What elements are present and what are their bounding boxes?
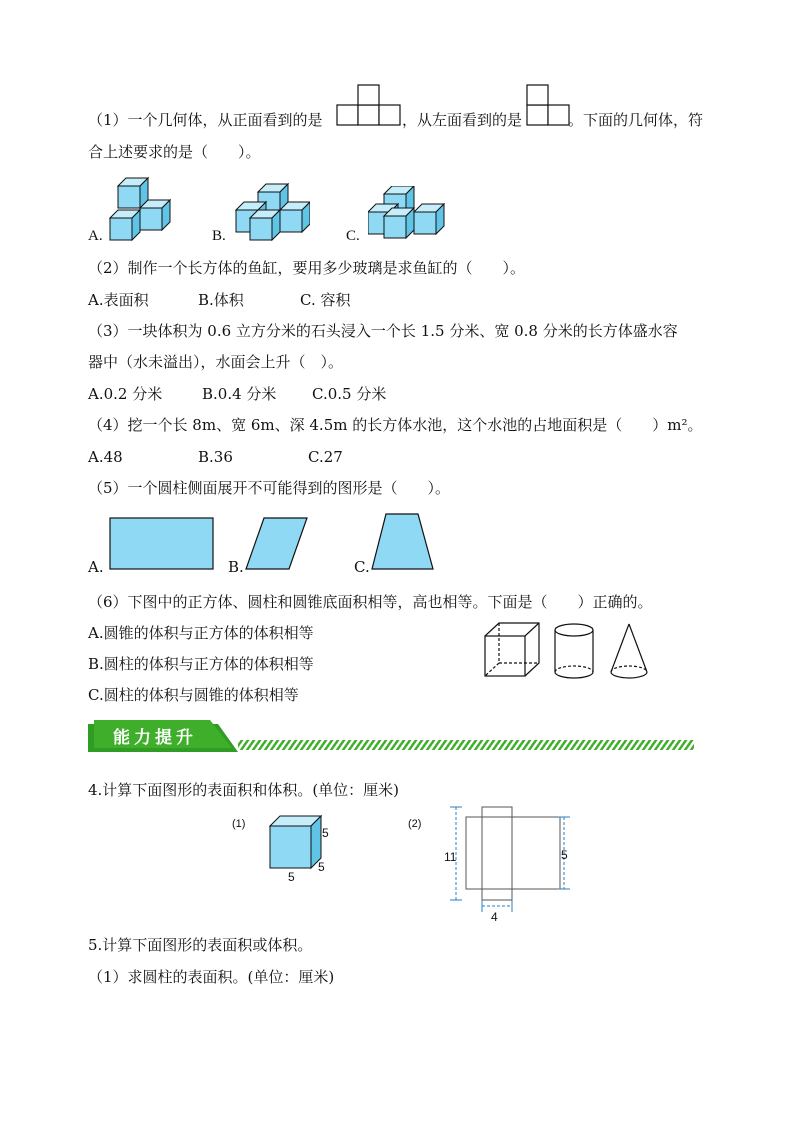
cube-figure	[266, 814, 326, 872]
cube-dim-height: 5	[322, 826, 329, 840]
problem4-stem: 4.计算下面图形的表面积和体积。(单位：厘米)	[88, 781, 400, 799]
section-title: 能力提升	[113, 728, 197, 748]
q1-stem-line2: 合上述要求的是（ ）。	[88, 143, 261, 161]
q1-stem-part-b: ，从左面看到的是	[402, 111, 523, 129]
cube-dim-depth: 5	[318, 860, 325, 874]
q2-option-c: C. 容积	[300, 291, 351, 309]
q2-option-b: B.体积	[198, 291, 244, 309]
cone-wireframe	[611, 624, 647, 678]
cube-dim-width: 5	[288, 870, 295, 884]
left-view-figure	[526, 84, 572, 126]
q6-option-a: A.圆锥的体积与正方体的体积相等	[88, 624, 314, 642]
q5-option-a: A.	[88, 558, 104, 576]
problem4-fig1-label: (1)	[232, 818, 246, 830]
q5-option-b: B.	[228, 558, 244, 576]
q3-stem: （3）一块体积为 0.6 立方分米的石头浸入一个长 1.5 分米、宽 0.8 分米的长方体盛水容	[88, 322, 678, 340]
cube-cylinder-cone-figure	[482, 620, 662, 682]
box-net-figure	[448, 804, 576, 914]
q1-stem-part-a: （1）一个几何体，从正面看到的是	[88, 111, 323, 129]
cube-wireframe	[485, 623, 539, 676]
q1-option-b: B.	[212, 228, 226, 244]
problem4-fig2-label: (2)	[408, 818, 422, 830]
q1-option-a: A.	[88, 228, 103, 244]
front-view-figure	[336, 84, 402, 126]
trapezoid-figure	[370, 512, 436, 572]
q1-option-a-cubes	[106, 176, 176, 242]
q3-option-b: B.0.4 分米	[202, 385, 277, 403]
q4-option-a: A.48	[88, 448, 123, 466]
q6-stem: （6）下图中的正方体、圆柱和圆锥底面积相等，高也相等。下面是（ ）正确的。	[88, 593, 653, 611]
q6-option-c: C.圆柱的体积与圆锥的体积相等	[88, 686, 299, 704]
q3-option-a: A.0.2 分米	[88, 385, 163, 403]
q2-stem: （2）制作一个长方体的鱼缸，要用多少玻璃是求鱼缸的（ ）。	[88, 259, 526, 277]
q1-stem-part-c: 。下面的几何体，符	[568, 111, 704, 129]
net-dim-height: 11	[444, 850, 457, 864]
q6-option-b: B.圆柱的体积与正方体的体积相等	[88, 655, 314, 673]
q3-stem-line2: 器中（水未溢出），水面会上升（ ）。	[88, 353, 344, 371]
q5-option-c: C.	[354, 558, 370, 576]
q4-option-c: C.27	[308, 448, 343, 466]
q1-option-c: C.	[346, 228, 360, 244]
cylinder-wireframe	[555, 624, 593, 678]
q2-option-a: A.表面积	[88, 291, 149, 309]
problem5-stem: 5.计算下面图形的表面积或体积。	[88, 936, 313, 954]
q4-option-b: B.36	[198, 448, 233, 466]
net-dim-side: 5	[561, 848, 568, 862]
rectangle-figure	[108, 516, 216, 572]
q1-option-c-cubes	[368, 186, 450, 242]
net-dim-width: 4	[491, 910, 498, 924]
q3-option-c: C.0.5 分米	[312, 385, 387, 403]
q1-option-b-cubes	[234, 182, 310, 242]
q4-stem: （4）挖一个长 8m、宽 6m、深 4.5m 的长方体水池，这个水池的占地面积是（ ）m²。	[88, 416, 703, 434]
q5-stem: （5）一个圆柱侧面展开不可能得到的图形是（ ）。	[88, 479, 451, 497]
parallelogram-figure	[244, 516, 310, 572]
problem5-sub1: （1）求圆柱的表面积。(单位：厘米)	[88, 968, 335, 986]
